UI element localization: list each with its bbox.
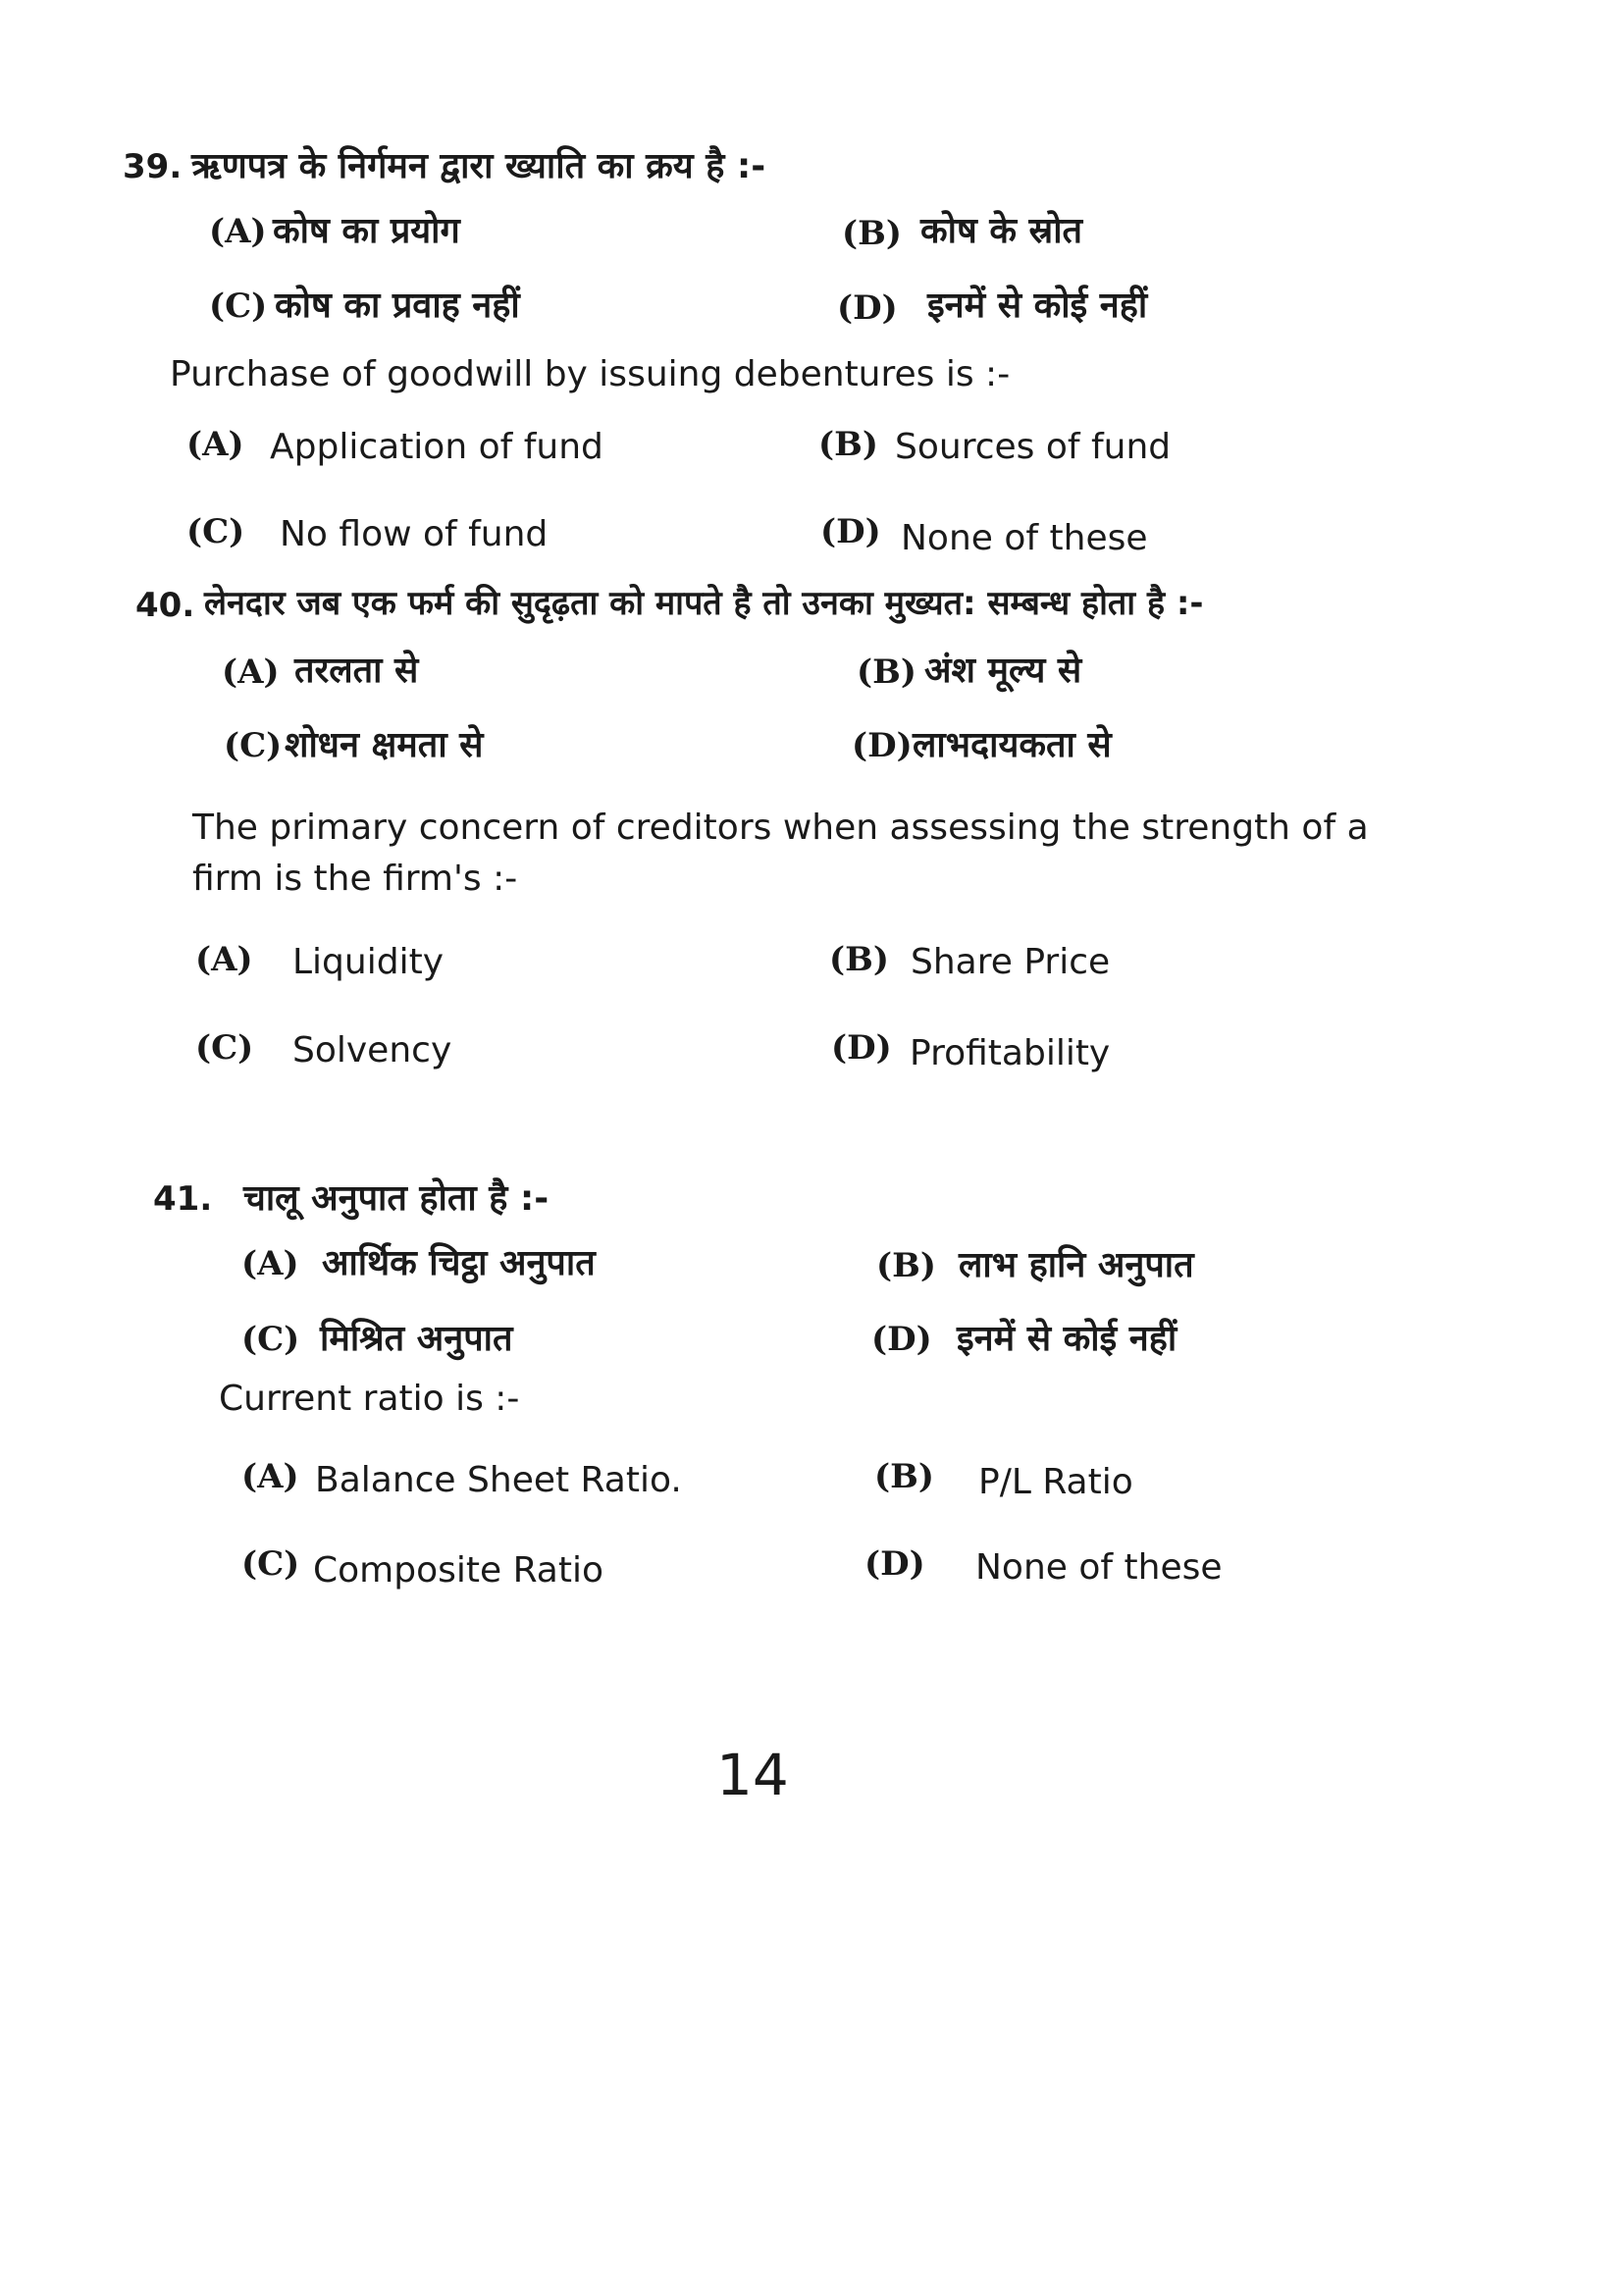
option-text-hindi: तरलता से (294, 651, 419, 691)
option-label: (D) (837, 288, 898, 328)
option-text-english: Balance Sheet Ratio. (315, 1460, 682, 1500)
option-text-english: None of these (901, 518, 1148, 558)
option-label: (B) (857, 652, 916, 692)
question-text-english: The primary concern of creditors when assessing the strength of a firm is the firm's :- (192, 808, 1369, 900)
question-number: 40. (135, 586, 195, 625)
option-text-english: Liquidity (292, 942, 445, 982)
option-text-hindi: इनमें से कोई नहीं (957, 1319, 1177, 1359)
option-label: (B) (818, 425, 878, 464)
option-label: (C) (195, 1028, 254, 1068)
option-text-english: Share Price (911, 942, 1111, 982)
option-label: (A) (195, 940, 253, 979)
option-text-english: Application of fund (270, 427, 603, 467)
option-text-english: Profitability (910, 1033, 1111, 1073)
option-label: (C) (241, 1320, 300, 1359)
option-text-hindi: आर्थिक चिट्ठा अनुपात (322, 1243, 596, 1283)
option-label: (D) (831, 1028, 892, 1068)
option-label: (C) (224, 726, 283, 765)
option-text-hindi: शोधन क्षमता से (285, 725, 484, 765)
option-text-english: No flow of fund (280, 514, 549, 554)
option-text-english: Sources of fund (895, 427, 1172, 467)
option-text-hindi: लाभदायकता से (913, 725, 1112, 765)
option-text-hindi: लाभ हानि अनुपात (959, 1245, 1194, 1285)
option-label: (A) (209, 212, 267, 251)
option-text-hindi: मिश्रित अनुपात (320, 1319, 513, 1359)
option-label: (D) (864, 1544, 925, 1584)
option-label: (B) (876, 1246, 936, 1285)
question-text-english: Purchase of goodwill by issuing debentures is :- (170, 354, 1011, 394)
option-label: (A) (186, 425, 244, 464)
option-label: (B) (874, 1457, 934, 1496)
question-text-hindi: लेनदार जब एक फर्म की सुदृढ़ता को मापते है तो उनका मुख्यत: सम्बन्ध होता है :- (204, 584, 1204, 623)
option-label: (D) (852, 726, 913, 765)
page-number: 14 (716, 1742, 789, 1808)
option-text-hindi: अंश मूल्य से (924, 651, 1082, 691)
question-text-hindi: ऋणपत्र के निर्गमन द्वारा ख्याति का क्रय है :- (191, 146, 766, 186)
question-text-hindi: चालू अनुपात होता है :- (243, 1178, 549, 1219)
option-label: (B) (829, 940, 889, 979)
option-label: (B) (842, 214, 902, 253)
option-label: (C) (209, 287, 268, 326)
question-text-english: Current ratio is :- (219, 1379, 520, 1419)
option-text-hindi: कोष का प्रयोग (273, 211, 460, 251)
question-number: 41. (153, 1179, 213, 1219)
option-label: (A) (241, 1457, 299, 1496)
option-label: (A) (222, 652, 280, 692)
option-text-english: Composite Ratio (313, 1550, 603, 1591)
option-label: (C) (186, 512, 245, 551)
option-text-hindi: कोष का प्रवाह नहीं (275, 286, 520, 326)
option-text-english: None of these (975, 1547, 1223, 1588)
option-label: (A) (241, 1244, 299, 1283)
option-label: (D) (871, 1320, 932, 1359)
option-text-english: P/L Ratio (978, 1462, 1133, 1502)
option-text-hindi: कोष के स्रोत (920, 211, 1083, 251)
option-text-hindi: इनमें से कोई नहीं (927, 286, 1148, 326)
option-label: (C) (241, 1544, 300, 1584)
question-number: 39. (123, 147, 183, 186)
option-text-english: Solvency (292, 1030, 452, 1070)
option-label: (D) (820, 512, 881, 551)
